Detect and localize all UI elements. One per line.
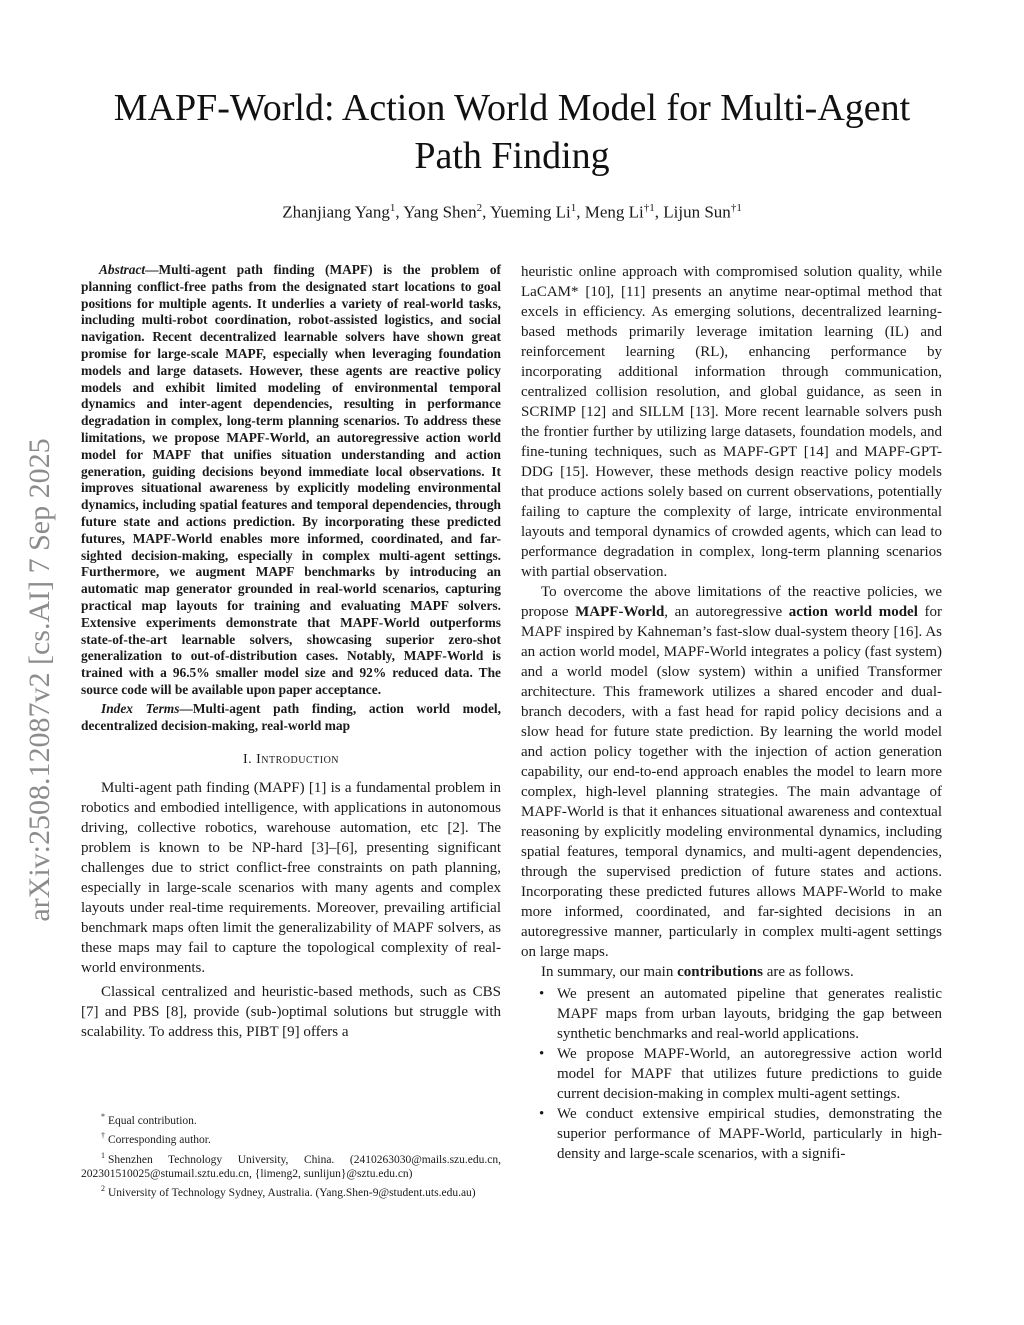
index-terms (81, 701, 501, 735)
index-terms-text: —Multi-agent path finding, action world model, decentralized decision-making, real-world map (81, 700, 501, 733)
list-item-text: We conduct extensive empirical studies, demonstrating the superior performance of MAPF-World, particularly in high-density and large-scale scenarios, with a signifi- (557, 1106, 942, 1162)
list-item (521, 984, 942, 1044)
author-list: Zhanjiang Yang$^1$, Yang Shen$^2$, Yueming Li$^1$, Meng Li$^{\dagger 1}$, Lijun Sun$^{\dagger 1}$ (282, 202, 742, 222)
bullet-icon: • (539, 986, 545, 1002)
intro-paragraph-1: Multi-agent path finding (MAPF) [1] is a fundamental problem in robotics and embodied intelligence, with applications in autonomous driving, collective robotics, warehouse automation, etc [2]. The problem is known to be NP-hard [3]–[6], presenting significant challenges due to strict conflict-free constraints on path planning, especially in large-scale scenarios with many agents and complex layouts under real-time requirements. Moreover, prevailing artificial benchmark maps often limit the generalizability of MAPF solvers, as these maps may fail to capture the topological complexity of real-world environments. (81, 780, 501, 977)
author-affiliation-mark: †1 (643, 202, 655, 214)
paper-title (60, 84, 964, 180)
section-number: I. (242, 752, 257, 768)
text-run: for MAPF inspired by Kahneman’s fast-slow dual-system theory [16]. As an action world model, MAPF-World integrates a policy (fast system) and a world model (slow system) within a unified Transformer architecture. This framework utilizes a shared encoder and dual-branch decoders, with a fast head for rapid policy decisions and a slow head for future state prediction. By learning the world model and action policy together with the injection of action generation capability, our end-to-end approach enables the model to learn more complex, high-level planning strategies. The main advantage of MAPF-World is that it enhances situational awareness and contextual reasoning by explicitly modeling environmental dynamics, including spatial features, temporal dynamics, and multi-agent dependencies, through the supervised prediction of future states and actions. Incorporating these predicted futures allows MAPF-World to make more informed, coordinated, and far-sighted decisions in an autoregressive manner, particularly in complex multi-agent settings on large maps. (521, 604, 943, 960)
author-name: Zhanjiang Yang (282, 202, 390, 222)
text-run: To overcome the above limitations of the reactive policies, we propose (521, 584, 942, 620)
author-affiliation-mark: 2 (476, 202, 483, 214)
text-run: In summary, our main (541, 964, 678, 980)
right-paragraph-3 (521, 962, 942, 982)
footnote-equal-contribution (81, 1110, 501, 1128)
right-column (521, 262, 942, 1164)
index-terms-label: Index Terms (101, 700, 180, 716)
author-name: Yueming Li (489, 202, 571, 222)
abstract (81, 262, 501, 699)
list-item-text: We present an automated pipeline that generates realistic MAPF maps from urban layouts, bridging the gap between synthetic benchmarks and real-world applications. (557, 986, 942, 1042)
footnote-affiliation-1 (81, 1149, 501, 1182)
text-run: are as follows. (762, 964, 854, 980)
bullet-icon: • (539, 1106, 545, 1122)
abstract-text: —Multi-agent path finding (MAPF) is the problem of planning conflict-free paths from the designated start locations to goal positions for multiple agents. It underlies a variety of real-world tasks, including multi-robot coordination, robot-assisted logistics, and social navigation. Recent decentralized learnable solvers have shown great promise for large-scale MAPF, especially when leveraging foundation models and large datasets. However, these agents are reactive policy models and exhibit limited modeling of environmental temporal dynamics and inter-agent dependencies, resulting in performance degradation in complex, long-term planning scenarios. To address these limitations, we propose MAPF-World, an autoregressive action world model for MAPF that unifies situation understanding and action generation, guiding decisions beyond immediate local observations. It improves situational awareness by explicitly modeling environmental dynamics, including spatial features and temporal dependencies, through future state and actions prediction. By incorporating these predicted futures, MAPF-World enables more informed, coordinated, and far-sighted decision-making, especially in complex multi-agent settings. Furthermore, we augment MAPF benchmarks by introducing an automatic map generator grounded in real-world scenarios, capturing practical map layouts for training and evaluating MAPF solvers. Extensive experiments demonstrate that MAPF-World outperforms state-of-the-art learnable solvers, showcasing superior zero-shot generalization to out-of-distribution cases. Notably, MAPF-World is trained with a 96.5% smaller model size and 92% reduced data. The source code will be available upon paper acceptance. (81, 262, 501, 697)
arxiv-side-stamp (20, 400, 60, 960)
text-run: , an autoregressive (664, 604, 789, 620)
right-paragraph-2 (521, 582, 942, 962)
bullet-icon: • (539, 1046, 545, 1062)
author-name: Lijun Sun (663, 202, 731, 222)
emphasis-mapf-world: MAPF-World (575, 604, 665, 620)
list-item (521, 1104, 942, 1164)
footnote-mark: 1 (101, 1150, 105, 1160)
footnote-affiliation-2 (81, 1182, 501, 1200)
author-affiliation-mark: 1 (570, 202, 577, 214)
author-affiliation-mark: 1 (389, 202, 396, 214)
contributions-list (521, 984, 942, 1164)
section-heading-introduction (81, 750, 501, 770)
footnote-text: Shenzhen Technology University, China. (2410263030@mails.szu.edu.cn, 202301510025@stumail.sztu.edu.cn, {limeng2, sunlijun}@sztu.edu.cn) (81, 1153, 501, 1180)
abstract-label: Abstract (99, 262, 146, 277)
arxiv-identifier: arXiv:2508.12087v2 [cs.AI] 7 Sep 2025 (23, 438, 56, 922)
list-item (521, 1044, 942, 1104)
section-title: Introduction (256, 752, 340, 768)
footnote-text: Corresponding author. (108, 1134, 211, 1147)
title-line-1: MAPF-World: Action World Model for Multi-Agent (113, 87, 911, 129)
title-line-2: Path Finding (414, 135, 610, 177)
left-column (81, 262, 501, 1042)
emphasis-contributions: contributions (677, 964, 763, 980)
footnote-text: University of Technology Sydney, Australia. (Yang.Shen-9@student.uts.edu.au) (108, 1187, 476, 1200)
footnote-mark: 2 (101, 1184, 105, 1194)
author-affiliation-mark: †1 (730, 202, 742, 214)
footnote-mark: † (101, 1131, 105, 1141)
footnote-mark: * (101, 1112, 105, 1121)
footnotes (81, 1110, 501, 1202)
emphasis-action-world-model: action world model (788, 604, 918, 620)
footnote-text: Equal contribution. (108, 1114, 197, 1127)
intro-paragraph-2: Classical centralized and heuristic-based methods, such as CBS [7] and PBS [8], provide (sub-)optimal solutions but struggle with scalability. To address this, PIBT [9] offers a (81, 984, 501, 1041)
footnote-corresponding-author (81, 1129, 501, 1147)
right-paragraph-1: heuristic online approach with compromised solution quality, while LaCAM* [10], [11] presents an anytime near-optimal method that excels in efficiency. As emerging solutions, decentralized learning-based methods primarily leverage imitation learning (IL) and reinforcement learning (RL), enhancing performance by incorporating additional information through communication, centralized collision resolution, and global guidance, as seen in SCRIMP [12] and SILLM [13]. More recent learnable solvers push the frontier further by utilizing large datasets, foundation models, and fine-tuning techniques, such as MAPF-GPT [14] and MAPF-GPT-DDG [15]. However, these methods design reactive policy models that produce actions solely based on current observations, potentially failing to capture the complexity of large, intricate environmental layouts and temporal dynamics of crowded agents, which can lead to performance degradation in complex, long-term planning scenarios with partial observation. (521, 264, 942, 580)
author-name: Meng Li (584, 202, 644, 222)
author-name: Yang Shen (403, 202, 477, 222)
list-item-text: We propose MAPF-World, an autoregressive action world model for MAPF that utilizes future predictions to guide current decision-making in complex multi-agent settings. (557, 1046, 942, 1102)
